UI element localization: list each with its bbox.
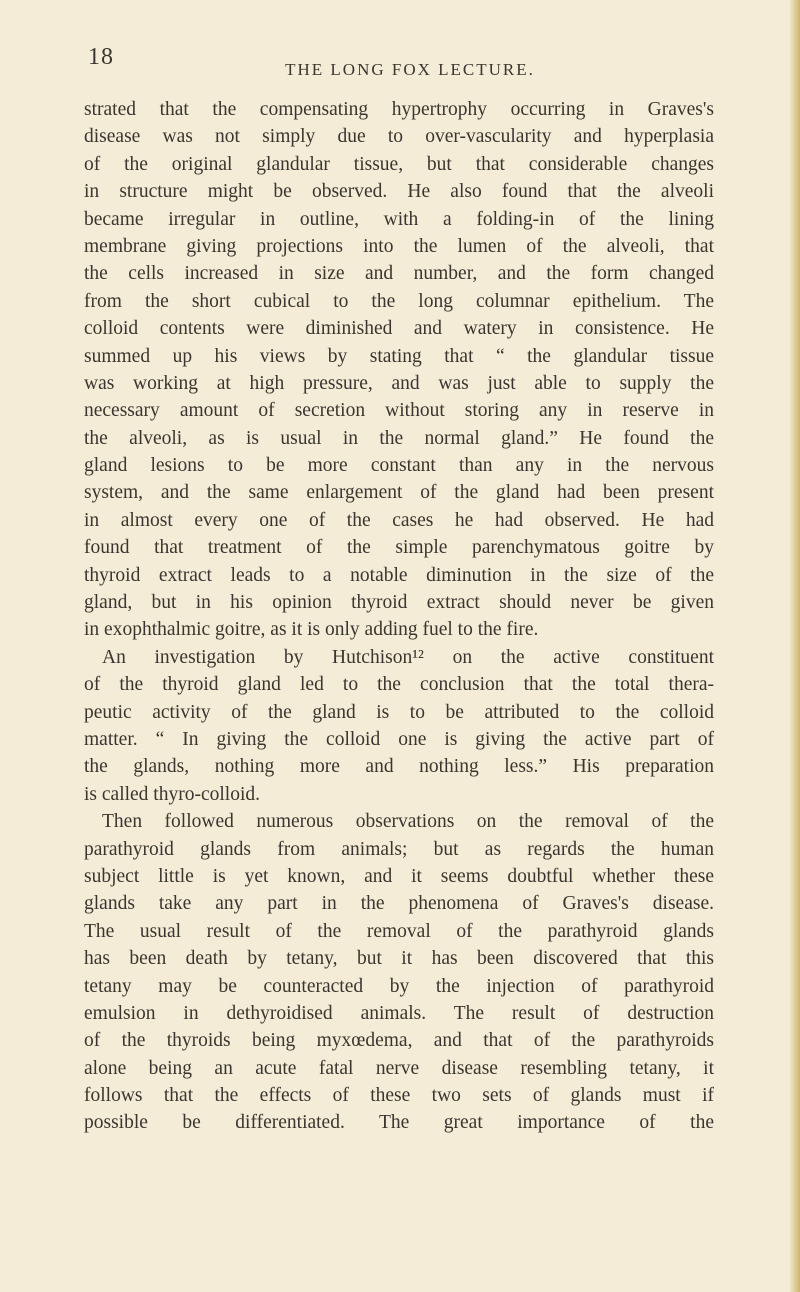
text-line: glands take any part in the phenomena of Graves's disease. xyxy=(84,893,714,915)
text-line: the alveoli, as is usual in the normal gland.” He found the xyxy=(84,427,714,449)
text-line: system, and the same enlargement of the gland had been present xyxy=(84,482,714,504)
text-line: follows that the effects of these two sets of glands must if xyxy=(84,1085,714,1107)
text-line: necessary amount of secretion without storing any in reserve in xyxy=(84,400,714,422)
text-line: subject little is yet known, and it seems doubtful whether these xyxy=(84,865,714,887)
text-line: parathyroid glands from animals; but as regards the human xyxy=(84,838,714,860)
text-line: disease was not simply due to over-vascularity and hyperplasia xyxy=(84,126,714,148)
text-line: of the original glandular tissue, but that considerable changes xyxy=(84,153,714,175)
running-head: THE LONG FOX LECTURE. xyxy=(285,60,535,79)
text-line: from the short cubical to the long columnar epithelium. The xyxy=(84,290,714,312)
text-line: of the thyroids being myxœdema, and that of the parathyroids xyxy=(84,1030,714,1052)
text-line: peutic activity of the gland is to be attributed to the colloid xyxy=(84,701,714,723)
text-line: summed up his views by stating that “ the glandular tissue xyxy=(84,345,714,367)
text-line-paragraph-end: is called thyro-colloid. xyxy=(84,783,260,805)
text-line: membrane giving projections into the lumen of the alveoli, that xyxy=(84,235,714,257)
text-line: found that treatment of the simple parenchymatous goitre by xyxy=(84,537,714,559)
body-text xyxy=(84,96,714,1137)
text-line: thyroid extract leads to a notable diminution in the size of the xyxy=(84,564,714,586)
text-line: became irregular in outline, with a folding-in of the lining xyxy=(84,208,714,230)
text-line: emulsion in dethyroidised animals. The result of destruction xyxy=(84,1002,714,1024)
text-line: tetany may be counteracted by the injection of parathyroid xyxy=(84,975,714,997)
text-line: colloid contents were diminished and watery in consistence. He xyxy=(84,318,714,340)
text-line-paragraph-end: in exophthalmic goitre, as it is only adding fuel to the fire. xyxy=(84,619,539,641)
page-number: 18 xyxy=(88,44,114,70)
text-line: gland lesions to be more constant than any in the nervous xyxy=(84,455,714,477)
text-line: in structure might be observed. He also found that the alveoli xyxy=(84,181,714,203)
text-line: gland, but in his opinion thyroid extract should never be given xyxy=(84,592,714,614)
text-line: of the thyroid gland led to the conclusion that the total thera- xyxy=(84,674,714,696)
text-line: the cells increased in size and number, and the form changed xyxy=(84,263,714,285)
text-line-paragraph-start: Then followed numerous observations on the removal of the xyxy=(102,811,714,833)
text-line: The usual result of the removal of the parathyroid glands xyxy=(84,920,714,942)
text-line: matter. “ In giving the colloid one is giving the active part of xyxy=(84,728,714,750)
page-edge xyxy=(790,0,800,1292)
text-line: strated that the compensating hypertrophy occurring in Graves's xyxy=(84,99,714,120)
text-line: in almost every one of the cases he had observed. He had xyxy=(84,509,714,531)
text-line: possible be differentiated. The great importance of the xyxy=(84,1112,714,1134)
text-line: has been death by tetany, but it has been discovered that this xyxy=(84,948,714,970)
text-line-paragraph-start: An investigation by Hutchison¹² on the active constituent xyxy=(102,646,714,668)
text-line: was working at high pressure, and was just able to supply the xyxy=(84,372,714,394)
text-line: alone being an acute fatal nerve disease resembling tetany, it xyxy=(84,1057,714,1079)
text-line: the glands, nothing more and nothing less.” His preparation xyxy=(84,756,714,778)
